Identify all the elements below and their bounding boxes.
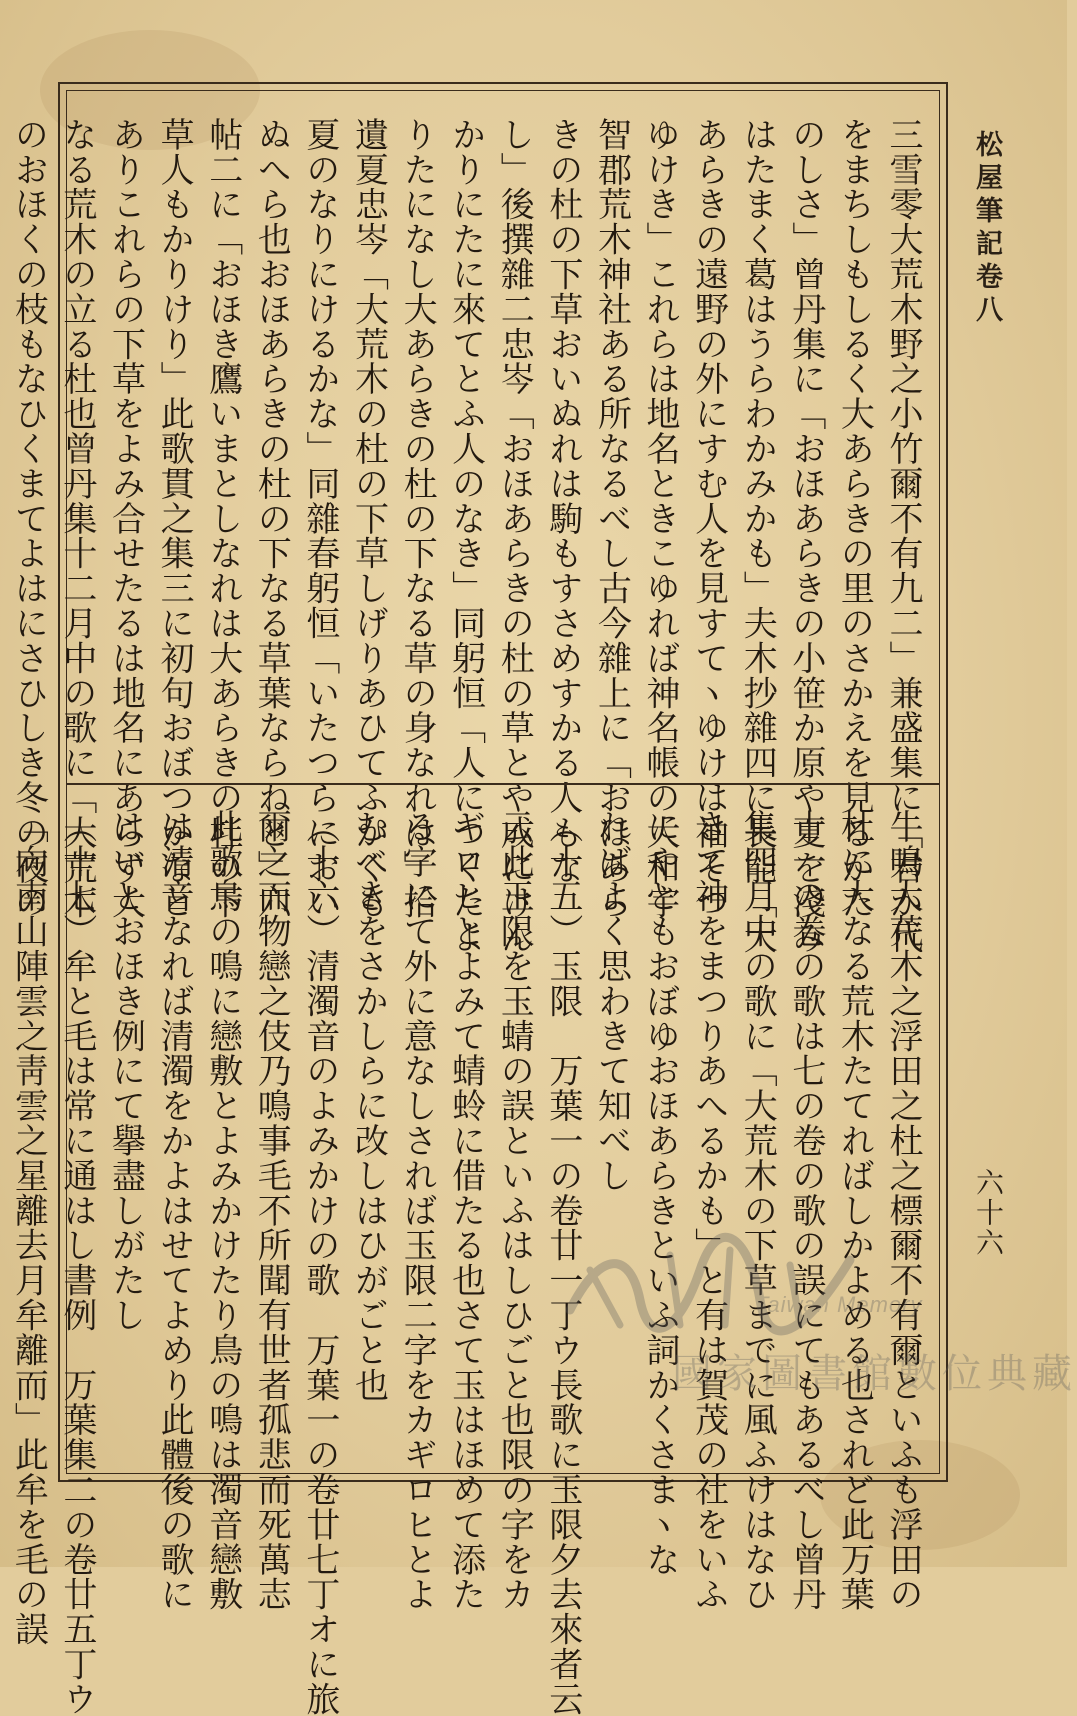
upper-text-column: 帖二に「おほき鷹いまとしなれは大あらきの杜の下 xyxy=(202,117,243,920)
upper-text-column: のしさ」曾丹集に「おほあらきの小笹か原や夏を淺み xyxy=(785,117,826,955)
lower-text-column xyxy=(0,809,4,1459)
lower-text-column: 集四月中の歌に「大荒木の下草までに風ふけはなひ xyxy=(737,809,778,1612)
upper-text-column: し」後撰雜二忠岑「おほあらきの杜の草とや成にけん xyxy=(494,117,535,955)
lower-text-column: 牛鳴大荒木之浮田之杜之標爾不有爾といふも浮田の xyxy=(883,809,923,1612)
upper-text-column: をまちしもしるく大あらきの里のさかえを見るかた xyxy=(834,117,875,920)
lower-text-column: 此歌鳥の鳴に戀敷とよみかけたり鳥の鳴は濁音戀敷 xyxy=(202,809,243,1612)
upper-text-column: 智郡荒木神社ある所なるべし古今雜上に「おほあら xyxy=(591,117,632,920)
lower-text-column: 云此玉限を玉蜻の誤といふはしひごと也限の字をカ xyxy=(494,809,535,1612)
upper-text-column: りたになし大あらきの杜の下なる草の身なれは」拾 xyxy=(397,117,438,920)
lower-text-column: ギロヒとよみて蜻蛉に借たる也さて玉はほめて添た xyxy=(445,809,486,1612)
upper-text-column: 夏のなりにけるかな」同雜春躬恒「いたつらにおい xyxy=(299,117,340,920)
lower-text-column: は清音なれば清濁をかよはせてよめり此體後の歌に xyxy=(154,809,195,1612)
upper-text-column: なる荒木の立る杜也曾丹集十二月中の歌に「大荒木 xyxy=(56,117,97,920)
upper-text-column: かりにたに來てとふ人のなき」同躬恒「人につくたよ xyxy=(445,117,486,955)
upper-text-column: あらきの遠野の外にすむ人を見すてヽゆけは袖そつ xyxy=(688,117,729,920)
watermark-library: 國家圖書館數位典藏 xyxy=(672,1351,1077,1397)
lower-text-column: （十六）清濁音のよみかけの歌 万葉一の卷廿七丁オに旅 xyxy=(299,809,340,1716)
section-divider xyxy=(67,783,939,785)
lower-text-column: 十一の卷の歌は七の卷の歌の誤にてもあるべし曾丹 xyxy=(785,809,826,1612)
upper-text-column: のおほくの枝もなひくまてよはにさひしき冬の夜の xyxy=(8,117,49,920)
lower-text-column: 杜に大なる荒木たてればしかよめる也されど此万葉 xyxy=(834,809,875,1612)
upper-text-column: ありこれらの下草をよみ合せたるは地名にあらず大 xyxy=(105,117,146,920)
upper-text-column: 遺夏忠岑「大荒木の杜の下草しげりあひてふかくも xyxy=(348,117,389,920)
upper-text-column: ゆけき」これらは地名ときこゆれば神名帳の大和宇 xyxy=(640,117,681,920)
upper-text-column: 草人もかりけり」此歌貫之集三に初句おぼつかなと xyxy=(154,117,195,920)
watermark-english: Taiwan Memory xyxy=(755,1292,923,1317)
lower-text-column: 「向南山陣雲之靑雲之星離去月牟離而」此牟を毛の誤 xyxy=(8,809,49,1647)
lower-text-column: （十五）玉限 万葉一の卷廿一丁ウ長歌に玉限夕去來者云 xyxy=(542,809,583,1716)
upper-text-column: 三雪零大荒木野之小竹爾不有九二」兼盛集に「君か代 xyxy=(883,117,923,955)
lower-text-column: むべきをさかしらに改しはひがごと也 xyxy=(348,809,389,1403)
lower-text-column: はいとおほき例にて擧盡しがたし xyxy=(105,809,146,1333)
lower-text-column: （十七）牟と毛は常に通はし書例 万葉集二の卷廿五丁ウ xyxy=(56,809,97,1716)
text-frame-inner xyxy=(8,90,940,1716)
upper-text-column: ぬへら也おほあらきの杜の下なる草葉ならねと」六 xyxy=(251,117,292,920)
lower-text-column: きて神をまつりあへるかも」と有は賀茂の社をいふ xyxy=(688,809,729,1612)
upper-text-column: はたまく葛はうらわかみかも」夫木抄雜四に長能「大 xyxy=(737,117,778,955)
lower-text-block xyxy=(8,809,927,1716)
lower-text-column: ればよく思わきて知べし xyxy=(591,809,632,1193)
upper-text-column: きの杜の下草おいぬれは駒もすさめすかる人もな xyxy=(542,117,583,885)
text-frame xyxy=(8,82,948,1716)
upper-text-block xyxy=(8,117,927,955)
page-number: 六十六 xyxy=(972,1168,1005,1258)
lower-text-column: にやともおぼゆおほあらきといふ詞かくさまヽな xyxy=(640,809,681,1577)
running-title: 松屋筆記卷八 xyxy=(971,130,1002,328)
upper-text-column xyxy=(0,117,4,767)
lower-text-column: る字にて外に意なしされば玉限二字をカギロヒとよ xyxy=(397,809,438,1612)
lower-text-column: 爾之而物戀之伎乃鳴事毛不所聞有世者孤悲而死萬志 xyxy=(251,809,292,1612)
